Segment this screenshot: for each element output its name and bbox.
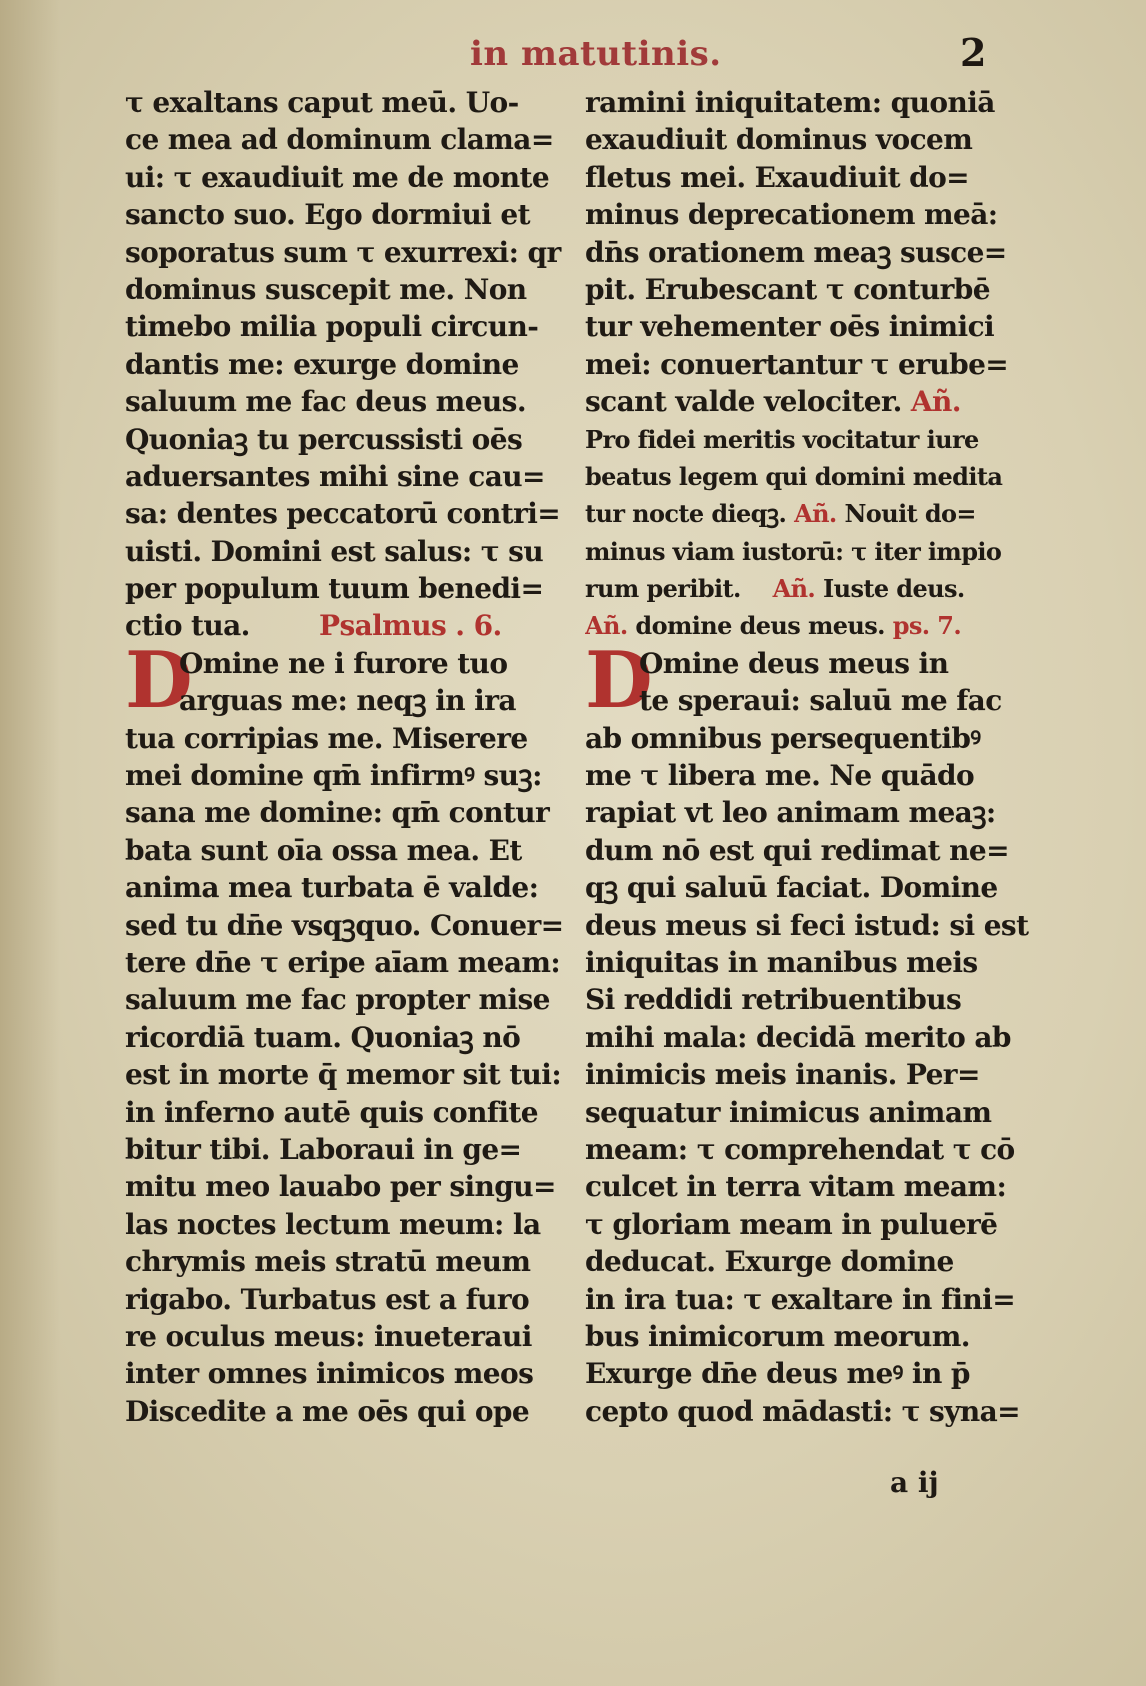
signature-mark: a ij [890,1466,939,1499]
right-column [585,84,1045,1430]
text-line: chrymis meis stratū meum [125,1245,531,1279]
text-line: uisti. Domini est salus: τ su [125,534,544,568]
text-line: est in morte q̄ memor sit tui: [125,1058,562,1092]
text-line: tere dn̄e τ eripe aīam meam: [125,945,561,979]
text-line: soporatus sum τ exurrexi: qr [125,235,561,269]
text-line: dantis me: exurge domine [125,347,519,381]
left-column [125,84,565,1430]
text-line: per populum tuum benedi= [125,572,544,606]
text-line: Exurge dn̄e deus meꝰ in p̄ [585,1357,970,1391]
text-line: saluum me fac propter mise [125,983,550,1017]
page-edge-shadow [0,0,60,1686]
folio-number: 2 [960,30,987,75]
psalm-7-opening [585,634,1045,726]
text-line: las noctes lectum meum: la [125,1207,541,1241]
text-line: re oculus meus: inueteraui [125,1319,532,1353]
text-line: dn̄s orationem meaꝫ susce= [585,235,1007,269]
text-line: mei domine qm̄ infirmꝰ suꝫ: [125,759,542,793]
line-text: Iuste deus. [822,574,965,604]
text-line: bata sunt oīa ossa mea. Et [125,833,522,867]
text-line: tua corripias me. Miserere [125,721,528,755]
text-line: deus meus si feci istud: si est [585,908,1029,942]
line-text: rum peribit. [585,574,741,604]
text-line: exaudiuit dominus vocem [585,123,973,157]
line-text: domine deus meus. [635,611,885,641]
text-line: Si reddidi retribuentibus [585,983,962,1017]
big-initial-letter: D [125,634,193,726]
text-line: ab omnibus persequentibꝰ [585,721,981,755]
antiphon-label: Añ. [910,385,961,419]
line-text: ctio tua. [125,609,250,643]
line-text: Nouit do= [844,499,976,529]
text-line: fletus mei. Exaudiuit do= [585,160,970,194]
text-line: τ exaltans caput meū. Uo- [125,86,519,119]
text-line: me τ libera me. Ne quādo [585,759,975,793]
text-line: cepto quod mādasti: τ syna= [585,1394,1021,1428]
text-line: ramini iniquitatem: quoniā [585,86,995,119]
psalm-6-heading: Psalmus . 6. [318,609,502,643]
text-line: mei: conuertantur τ erube= [585,347,1009,381]
text-line: sa: dentes peccatorū contri= [125,497,561,531]
text-line: ricordiā tuam. Quoniaꝫ nō [125,1020,521,1054]
text-line: aduersantes mihi sine cau= [125,459,545,493]
text-line: minus viam iustorū: τ iter impio [585,536,1002,566]
text-line: in ira tua: τ exaltare in fini= [585,1282,1016,1316]
text-line [585,607,1045,644]
text-line: minus deprecationem meā: [585,198,998,232]
psalm-7-heading: ps. 7. [892,611,962,641]
antiphon-label: Añ. [585,611,628,641]
line-text: scant valde velociter. [585,385,902,419]
text-line: culcet in terra vitam meam: [585,1170,1007,1204]
text-line: sana me domine: qm̄ contur [125,796,550,830]
text-line: iniquitas in manibus meis [585,945,978,979]
antiphon-label: Añ. [794,499,837,529]
text-line: timebo milia populi circun- [125,310,539,344]
text-line: Discedite a me oēs qui ope [125,1394,530,1428]
text-line: deducat. Exurge domine [585,1245,954,1279]
text-line: sequatur inimicus animam [585,1095,992,1129]
text-line: Omine deus meus in [639,646,949,680]
text-line: qꝫ qui saluū faciat. Domine [585,871,998,905]
text-line: Pro fidei meritis vocitatur iure [585,424,979,454]
text-line: arguas me: neqꝫ in ira [179,684,516,718]
text-line: bus inimicorum meorum. [585,1319,970,1353]
line-text: tur nocte dieqꝫ. [585,499,787,529]
text-line [585,570,1045,607]
big-initial-letter: D [585,634,653,726]
antiphon-label: Añ. [772,574,816,604]
page-header [0,28,1146,78]
text-line: tur vehementer oēs inimici [585,310,995,344]
text-line: mihi mala: decidā merito ab [585,1020,1011,1054]
psalm-6-opening [125,634,565,726]
text-line [585,495,1045,532]
text-line: meam: τ comprehendat τ cō [585,1132,1015,1166]
text-line: pit. Erubescant τ conturbē [585,272,990,306]
text-line [125,607,565,644]
text-line: rigabo. Turbatus est a furo [125,1282,530,1316]
text-line: ui: τ exaudiuit me de monte [125,160,550,194]
text-line: anima mea turbata ē valde: [125,871,539,905]
text-line: inter omnes inimicos meos [125,1357,534,1391]
text-line: dominus suscepit me. Non [125,272,527,306]
text-line: bitur tibi. Laboraui in ge= [125,1132,522,1166]
text-line [585,383,1045,420]
text-line: sed tu dn̄e vsqꝫquo. Conuer= [125,908,564,942]
text-line: in inferno autē quis confite [125,1095,538,1129]
text-line: saluum me fac deus meus. [125,385,526,419]
text-line: Omine ne i furore tuo [179,646,508,680]
text-line: ce mea ad dominum clama= [125,123,554,157]
text-line: inimicis meis inanis. Per= [585,1058,980,1092]
text-line: τ gloriam meam in puluerē [585,1207,998,1241]
text-line: beatus legem qui domini medita [585,461,1003,491]
text-line: Quoniaꝫ tu percussisti oēs [125,422,523,456]
text-line: rapiat vt leo animam meaꝫ: [585,796,996,830]
text-line: mitu meo lauabo per singu= [125,1170,556,1204]
running-head: in matutinis. [470,34,722,74]
text-line: te speraui: saluū me fac [639,684,1002,718]
text-line: dum nō est qui redimat ne= [585,833,1009,867]
text-line: sancto suo. Ego dormiui et [125,198,530,232]
